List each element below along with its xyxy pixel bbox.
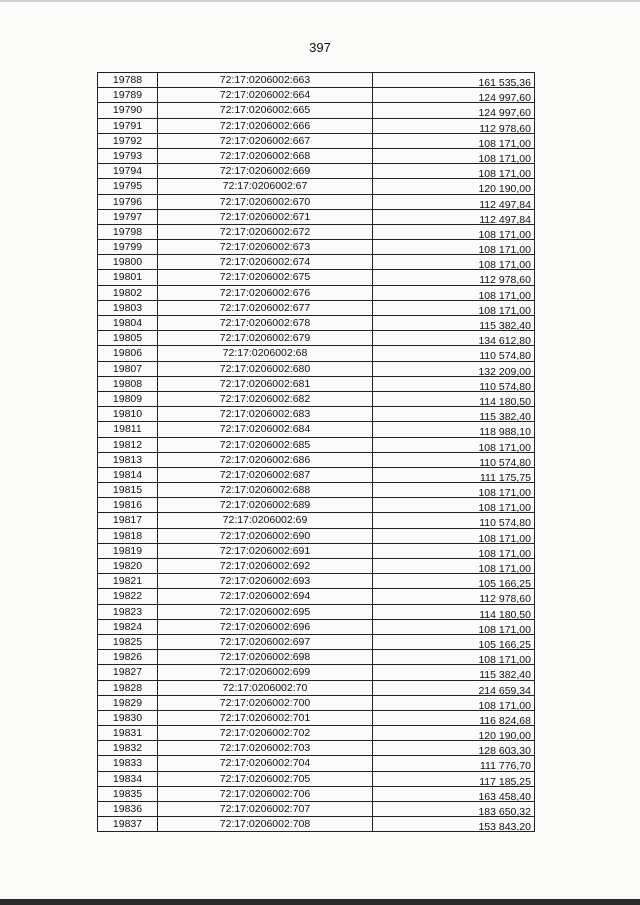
table-row bbox=[98, 316, 535, 331]
value-amount-cell: 108 171,00 bbox=[373, 164, 535, 179]
value-amount-cell: 115 382,40 bbox=[373, 407, 535, 422]
cadastral-value-table bbox=[97, 72, 535, 832]
table-row bbox=[98, 346, 535, 361]
value-amount-cell: 108 171,00 bbox=[373, 286, 535, 301]
table-row bbox=[98, 559, 535, 574]
cadastral-number-cell: 72:17:0206002:700 bbox=[158, 696, 373, 711]
cadastral-number-cell: 72:17:0206002:685 bbox=[158, 438, 373, 453]
cadastral-number-cell: 72:17:0206002:681 bbox=[158, 377, 373, 392]
table-row bbox=[98, 119, 535, 134]
table-row bbox=[98, 696, 535, 711]
page-top-edge bbox=[0, 0, 640, 2]
table-row bbox=[98, 422, 535, 437]
row-number-cell: 19795 bbox=[98, 179, 158, 194]
value-amount-cell: 183 650,32 bbox=[373, 802, 535, 817]
cadastral-number-cell: 72:17:0206002:684 bbox=[158, 422, 373, 437]
value-amount-cell: 111 175,75 bbox=[373, 468, 535, 483]
value-amount-cell: 214 659,34 bbox=[373, 681, 535, 696]
row-number-cell: 19819 bbox=[98, 544, 158, 559]
value-amount-cell: 112 978,60 bbox=[373, 589, 535, 604]
cadastral-number-cell: 72:17:0206002:696 bbox=[158, 620, 373, 635]
row-number-cell: 19837 bbox=[98, 817, 158, 832]
row-number-cell: 19830 bbox=[98, 711, 158, 726]
table-row bbox=[98, 195, 535, 210]
row-number-cell: 19794 bbox=[98, 164, 158, 179]
cadastral-number-cell: 72:17:0206002:704 bbox=[158, 756, 373, 771]
value-amount-cell: 108 171,00 bbox=[373, 696, 535, 711]
cadastral-number-cell: 72:17:0206002:689 bbox=[158, 498, 373, 513]
table-row bbox=[98, 164, 535, 179]
cadastral-number-cell: 72:17:0206002:682 bbox=[158, 392, 373, 407]
value-amount-cell: 110 574,80 bbox=[373, 346, 535, 361]
row-number-cell: 19822 bbox=[98, 589, 158, 604]
row-number-cell: 19827 bbox=[98, 665, 158, 680]
row-number-cell: 19801 bbox=[98, 270, 158, 285]
row-number-cell: 19824 bbox=[98, 620, 158, 635]
table-row bbox=[98, 711, 535, 726]
cadastral-number-cell: 72:17:0206002:671 bbox=[158, 210, 373, 225]
cadastral-number-cell: 72:17:0206002:702 bbox=[158, 726, 373, 741]
table-row bbox=[98, 802, 535, 817]
table-row bbox=[98, 225, 535, 240]
value-amount-cell: 115 382,40 bbox=[373, 316, 535, 331]
value-amount-cell: 110 574,80 bbox=[373, 453, 535, 468]
row-number-cell: 19809 bbox=[98, 392, 158, 407]
cadastral-number-cell: 72:17:0206002:692 bbox=[158, 559, 373, 574]
cadastral-number-cell: 72:17:0206002:663 bbox=[158, 73, 373, 88]
value-amount-cell: 108 171,00 bbox=[373, 255, 535, 270]
cadastral-number-cell: 72:17:0206002:705 bbox=[158, 772, 373, 787]
value-amount-cell: 124 997,60 bbox=[373, 88, 535, 103]
value-amount-cell: 112 978,60 bbox=[373, 270, 535, 285]
cadastral-number-cell: 72:17:0206002:680 bbox=[158, 362, 373, 377]
row-number-cell: 19820 bbox=[98, 559, 158, 574]
cadastral-number-cell: 72:17:0206002:707 bbox=[158, 802, 373, 817]
cadastral-number-cell: 72:17:0206002:676 bbox=[158, 286, 373, 301]
value-amount-cell: 108 171,00 bbox=[373, 149, 535, 164]
table-row bbox=[98, 88, 535, 103]
table-row bbox=[98, 468, 535, 483]
value-amount-cell: 114 180,50 bbox=[373, 605, 535, 620]
cadastral-number-cell: 72:17:0206002:666 bbox=[158, 119, 373, 134]
table-row bbox=[98, 331, 535, 346]
cadastral-number-cell: 72:17:0206002:670 bbox=[158, 195, 373, 210]
table-row bbox=[98, 438, 535, 453]
cadastral-number-cell: 72:17:0206002:69 bbox=[158, 513, 373, 528]
value-amount-cell: 110 574,80 bbox=[373, 377, 535, 392]
value-amount-cell: 117 185,25 bbox=[373, 772, 535, 787]
cadastral-number-cell: 72:17:0206002:703 bbox=[158, 741, 373, 756]
row-number-cell: 19811 bbox=[98, 422, 158, 437]
value-amount-cell: 116 824,68 bbox=[373, 711, 535, 726]
cadastral-number-cell: 72:17:0206002:673 bbox=[158, 240, 373, 255]
table-row bbox=[98, 605, 535, 620]
cadastral-number-cell: 72:17:0206002:693 bbox=[158, 574, 373, 589]
row-number-cell: 19816 bbox=[98, 498, 158, 513]
row-number-cell: 19804 bbox=[98, 316, 158, 331]
row-number-cell: 19805 bbox=[98, 331, 158, 346]
value-amount-cell: 112 978,60 bbox=[373, 119, 535, 134]
value-amount-cell: 114 180,50 bbox=[373, 392, 535, 407]
value-amount-cell: 120 190,00 bbox=[373, 179, 535, 194]
value-amount-cell: 108 171,00 bbox=[373, 498, 535, 513]
table-row bbox=[98, 772, 535, 787]
row-number-cell: 19807 bbox=[98, 362, 158, 377]
table-row bbox=[98, 73, 535, 88]
table-row bbox=[98, 210, 535, 225]
cadastral-number-cell: 72:17:0206002:674 bbox=[158, 255, 373, 270]
cadastral-number-cell: 72:17:0206002:694 bbox=[158, 589, 373, 604]
value-amount-cell: 108 171,00 bbox=[373, 240, 535, 255]
table-row bbox=[98, 286, 535, 301]
row-number-cell: 19823 bbox=[98, 605, 158, 620]
table-row bbox=[98, 787, 535, 802]
row-number-cell: 19813 bbox=[98, 453, 158, 468]
table-row bbox=[98, 741, 535, 756]
cadastral-number-cell: 72:17:0206002:706 bbox=[158, 787, 373, 802]
table-row bbox=[98, 149, 535, 164]
value-amount-cell: 153 843,20 bbox=[373, 817, 535, 832]
row-number-cell: 19796 bbox=[98, 195, 158, 210]
value-amount-cell: 108 171,00 bbox=[373, 650, 535, 665]
cadastral-number-cell: 72:17:0206002:68 bbox=[158, 346, 373, 361]
table-row bbox=[98, 650, 535, 665]
table-row bbox=[98, 513, 535, 528]
table-row bbox=[98, 103, 535, 118]
table-row bbox=[98, 301, 535, 316]
table-row bbox=[98, 179, 535, 194]
table-row bbox=[98, 756, 535, 771]
cadastral-number-cell: 72:17:0206002:664 bbox=[158, 88, 373, 103]
row-number-cell: 19808 bbox=[98, 377, 158, 392]
row-number-cell: 19810 bbox=[98, 407, 158, 422]
value-amount-cell: 112 497,84 bbox=[373, 195, 535, 210]
value-amount-cell: 105 166,25 bbox=[373, 574, 535, 589]
cadastral-number-cell: 72:17:0206002:668 bbox=[158, 149, 373, 164]
table-row bbox=[98, 498, 535, 513]
cadastral-number-cell: 72:17:0206002:698 bbox=[158, 650, 373, 665]
value-amount-cell: 108 171,00 bbox=[373, 620, 535, 635]
value-amount-cell: 124 997,60 bbox=[373, 103, 535, 118]
value-amount-cell: 108 171,00 bbox=[373, 134, 535, 149]
cadastral-number-cell: 72:17:0206002:701 bbox=[158, 711, 373, 726]
value-amount-cell: 163 458,40 bbox=[373, 787, 535, 802]
page-bottom-edge bbox=[0, 899, 640, 905]
row-number-cell: 19800 bbox=[98, 255, 158, 270]
row-number-cell: 19834 bbox=[98, 772, 158, 787]
page-number: 397 bbox=[309, 40, 331, 55]
row-number-cell: 19799 bbox=[98, 240, 158, 255]
value-amount-cell: 115 382,40 bbox=[373, 665, 535, 680]
table-row bbox=[98, 726, 535, 741]
value-amount-cell: 134 612,80 bbox=[373, 331, 535, 346]
row-number-cell: 19797 bbox=[98, 210, 158, 225]
row-number-cell: 19833 bbox=[98, 756, 158, 771]
value-amount-cell: 108 171,00 bbox=[373, 225, 535, 240]
value-amount-cell: 118 988,10 bbox=[373, 422, 535, 437]
cadastral-number-cell: 72:17:0206002:687 bbox=[158, 468, 373, 483]
row-number-cell: 19825 bbox=[98, 635, 158, 650]
table-row bbox=[98, 635, 535, 650]
cadastral-number-cell: 72:17:0206002:679 bbox=[158, 331, 373, 346]
value-amount-cell: 132 209,00 bbox=[373, 362, 535, 377]
row-number-cell: 19829 bbox=[98, 696, 158, 711]
table-row bbox=[98, 665, 535, 680]
row-number-cell: 19798 bbox=[98, 225, 158, 240]
value-amount-cell: 128 603,30 bbox=[373, 741, 535, 756]
table-row bbox=[98, 134, 535, 149]
value-amount-cell: 112 497,84 bbox=[373, 210, 535, 225]
cadastral-number-cell: 72:17:0206002:675 bbox=[158, 270, 373, 285]
value-amount-cell: 108 171,00 bbox=[373, 483, 535, 498]
cadastral-number-cell: 72:17:0206002:665 bbox=[158, 103, 373, 118]
cadastral-number-cell: 72:17:0206002:708 bbox=[158, 817, 373, 832]
value-amount-cell: 110 574,80 bbox=[373, 513, 535, 528]
row-number-cell: 19803 bbox=[98, 301, 158, 316]
row-number-cell: 19832 bbox=[98, 741, 158, 756]
row-number-cell: 19812 bbox=[98, 438, 158, 453]
cadastral-number-cell: 72:17:0206002:672 bbox=[158, 225, 373, 240]
table-row bbox=[98, 574, 535, 589]
row-number-cell: 19828 bbox=[98, 681, 158, 696]
cadastral-number-cell: 72:17:0206002:690 bbox=[158, 529, 373, 544]
table-row bbox=[98, 377, 535, 392]
cadastral-number-cell: 72:17:0206002:695 bbox=[158, 605, 373, 620]
row-number-cell: 19806 bbox=[98, 346, 158, 361]
row-number-cell: 19802 bbox=[98, 286, 158, 301]
row-number-cell: 19821 bbox=[98, 574, 158, 589]
table-row bbox=[98, 270, 535, 285]
value-amount-cell: 161 535,36 bbox=[373, 73, 535, 88]
row-number-cell: 19815 bbox=[98, 483, 158, 498]
cadastral-number-cell: 72:17:0206002:678 bbox=[158, 316, 373, 331]
table-row bbox=[98, 255, 535, 270]
row-number-cell: 19818 bbox=[98, 529, 158, 544]
cadastral-number-cell: 72:17:0206002:688 bbox=[158, 483, 373, 498]
table-row bbox=[98, 817, 535, 832]
row-number-cell: 19790 bbox=[98, 103, 158, 118]
table-row bbox=[98, 681, 535, 696]
cadastral-number-cell: 72:17:0206002:677 bbox=[158, 301, 373, 316]
value-amount-cell: 108 171,00 bbox=[373, 301, 535, 316]
cadastral-number-cell: 72:17:0206002:686 bbox=[158, 453, 373, 468]
table-row bbox=[98, 483, 535, 498]
row-number-cell: 19831 bbox=[98, 726, 158, 741]
value-amount-cell: 108 171,00 bbox=[373, 559, 535, 574]
cadastral-number-cell: 72:17:0206002:67 bbox=[158, 179, 373, 194]
table-row bbox=[98, 529, 535, 544]
value-amount-cell: 120 190,00 bbox=[373, 726, 535, 741]
row-number-cell: 19817 bbox=[98, 513, 158, 528]
table-row bbox=[98, 240, 535, 255]
row-number-cell: 19814 bbox=[98, 468, 158, 483]
value-amount-cell: 108 171,00 bbox=[373, 438, 535, 453]
cadastral-number-cell: 72:17:0206002:697 bbox=[158, 635, 373, 650]
table-row bbox=[98, 362, 535, 377]
row-number-cell: 19791 bbox=[98, 119, 158, 134]
cadastral-number-cell: 72:17:0206002:691 bbox=[158, 544, 373, 559]
row-number-cell: 19788 bbox=[98, 73, 158, 88]
cadastral-number-cell: 72:17:0206002:70 bbox=[158, 681, 373, 696]
row-number-cell: 19836 bbox=[98, 802, 158, 817]
table-row bbox=[98, 407, 535, 422]
table-row bbox=[98, 453, 535, 468]
table-row bbox=[98, 544, 535, 559]
value-amount-cell: 105 166,25 bbox=[373, 635, 535, 650]
cadastral-number-cell: 72:17:0206002:669 bbox=[158, 164, 373, 179]
row-number-cell: 19835 bbox=[98, 787, 158, 802]
table-row bbox=[98, 620, 535, 635]
value-amount-cell: 111 776,70 bbox=[373, 756, 535, 771]
row-number-cell: 19789 bbox=[98, 88, 158, 103]
row-number-cell: 19826 bbox=[98, 650, 158, 665]
cadastral-number-cell: 72:17:0206002:699 bbox=[158, 665, 373, 680]
cadastral-number-cell: 72:17:0206002:667 bbox=[158, 134, 373, 149]
value-amount-cell: 108 171,00 bbox=[373, 544, 535, 559]
row-number-cell: 19792 bbox=[98, 134, 158, 149]
table-row bbox=[98, 589, 535, 604]
row-number-cell: 19793 bbox=[98, 149, 158, 164]
table-row bbox=[98, 392, 535, 407]
value-amount-cell: 108 171,00 bbox=[373, 529, 535, 544]
cadastral-number-cell: 72:17:0206002:683 bbox=[158, 407, 373, 422]
